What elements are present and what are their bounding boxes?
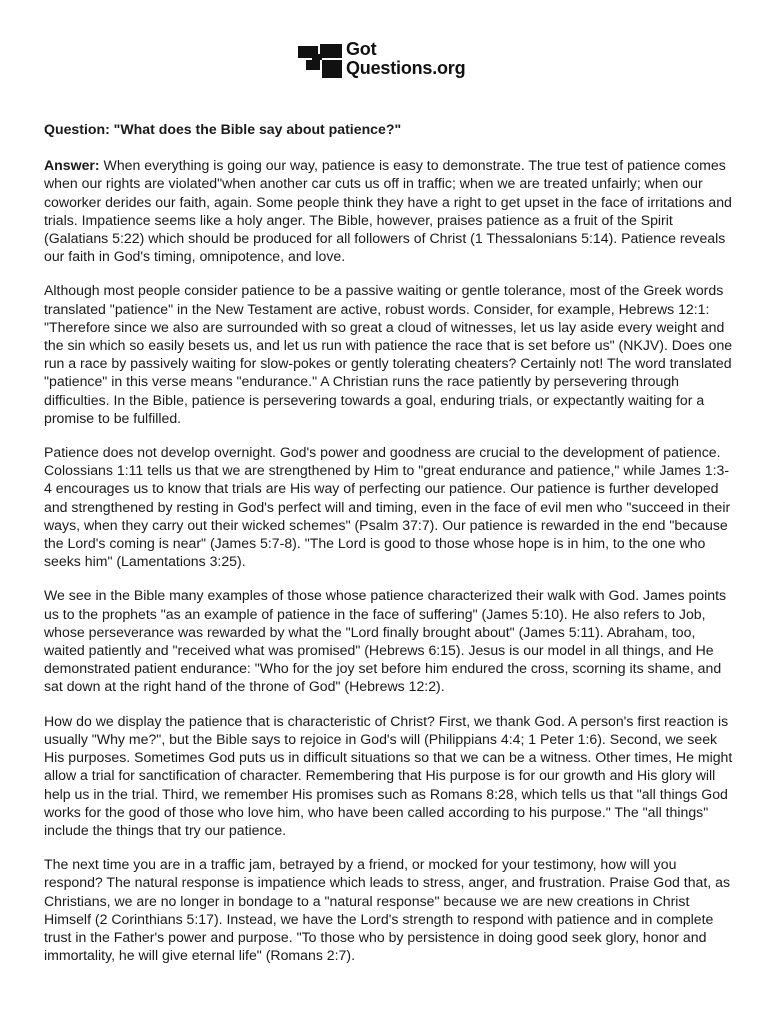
paragraph-1-text: When everything is going our way, patience is easy to demonstrate. The true test of patience comes when our rights are violated"when another car cuts us off in traffic; when we are treated unfairly; when our coworker derides our faith, again. Some people think they have a right to get upset in the face of irritations and trials. Impatience seems like a holy anger. The Bible, however, praises patience as a fruit of the Spirit (Galatians 5:22) which should be produced for all followers of Christ (1 Thessalonians 5:14). Patience reveals our faith in God's timing, omnipotence, and love.	[44, 157, 732, 265]
gotquestions-logo-icon	[298, 44, 342, 78]
article-body	[44, 120, 734, 980]
paragraph-5: How do we display the patience that is characteristic of Christ? First, we thank God. A person's first reaction is usually "Why me?", but the Bible says to rejoice in God's will (Philippians 4:4; 1 Peter 1:6). Second, we seek His purposes. Sometimes God puts us in difficult situations so that we can be a witness. Other times, He might allow a trial for sanctification of character. Remembering that His purpose is for our growth and His glory will help us in the trial. Third, we remember His promises such as Romans 8:28, which tells us that "all things God works for the good of those who love him, who have been called according to his purpose." The "all things" include the things that try our patience.	[44, 712, 733, 838]
logo-text	[346, 40, 465, 78]
answer-label: Answer:	[44, 157, 100, 174]
paragraph-4: We see in the Bible many examples of those whose patience characterized their walk with God. James points us to the prophets "as an example of patience in the face of suffering" (James 5:10). He also refers to Job, whose perseverance was rewarded by what the "Lord finally brought about" (James 5:11). Abraham, too, waited patiently and "received what was promised" (Hebrews 6:15). Jesus is our model in all things, and He demonstrated patient endurance: "Who for the joy set before him endured the cross, scorning its shame, and sat down at the right hand of the throne of God" (Hebrews 12:2).	[44, 587, 727, 695]
paragraph-2: Although most people consider patience to be a passive waiting or gentle tolerance, most of the Greek words translated "patience" in the New Testament are active, robust words. Consider, for example, Hebrews 12:1: "Therefore since we also are surrounded with so great a cloud of witnesses, let us lay aside every weight and the sin which so easily besets us, and let us run with patience the race that is set before us" (NKJV). Does one run a race by passively waiting for slow-pokes or gently tolerating cheaters? Certainly not! The word translated "patience" in this verse means "endurance." A Christian runs the race patiently by persevering through difficulties. In the Bible, patience is persevering towards a goal, enduring trials, or expectantly waiting for a promise to be fulfilled.	[44, 282, 733, 426]
logo-line-2: Questions.org	[346, 58, 466, 78]
logo-line-1: Got	[346, 39, 377, 59]
paragraph-1	[44, 156, 734, 265]
question-heading: Question: "What does the Bible say about patience?"	[44, 121, 402, 137]
header	[0, 40, 768, 82]
paragraph-6: The next time you are in a traffic jam, betrayed by a friend, or mocked for your testimony, how will you respond? The natural response is impatience which leads to stress, anger, and frustration. Praise God that, as Christians, we are no longer in bondage to a "natural response" because we are new creations in Christ Himself (2 Corinthians 5:17). Instead, we have the Lord's strength to respond with patience and in complete trust in the Father's power and purpose. "To those who by persistence in doing good seek glory, honor and immortality, he will give eternal life" (Romans 2:7).	[44, 856, 731, 964]
paragraph-3: Patience does not develop overnight. God's power and goodness are crucial to the development of patience. Colossians 1:11 tells us that we are strengthened by Him to "great endurance and patience," while James 1:3-4 encourages us to know that trials are His way of perfecting our patience. Our patience is further developed and strengthened by resting in God's perfect will and timing, even in the face of evil men who "succeed in their ways, when they carry out their wicked schemes" (Psalm 37:7). Our patience is rewarded in the end "because the Lord's coming is near" (James 5:7-8). "The Lord is good to those whose hope is in him, to the one who seeks him" (Lamentations 3:25).	[44, 444, 731, 570]
